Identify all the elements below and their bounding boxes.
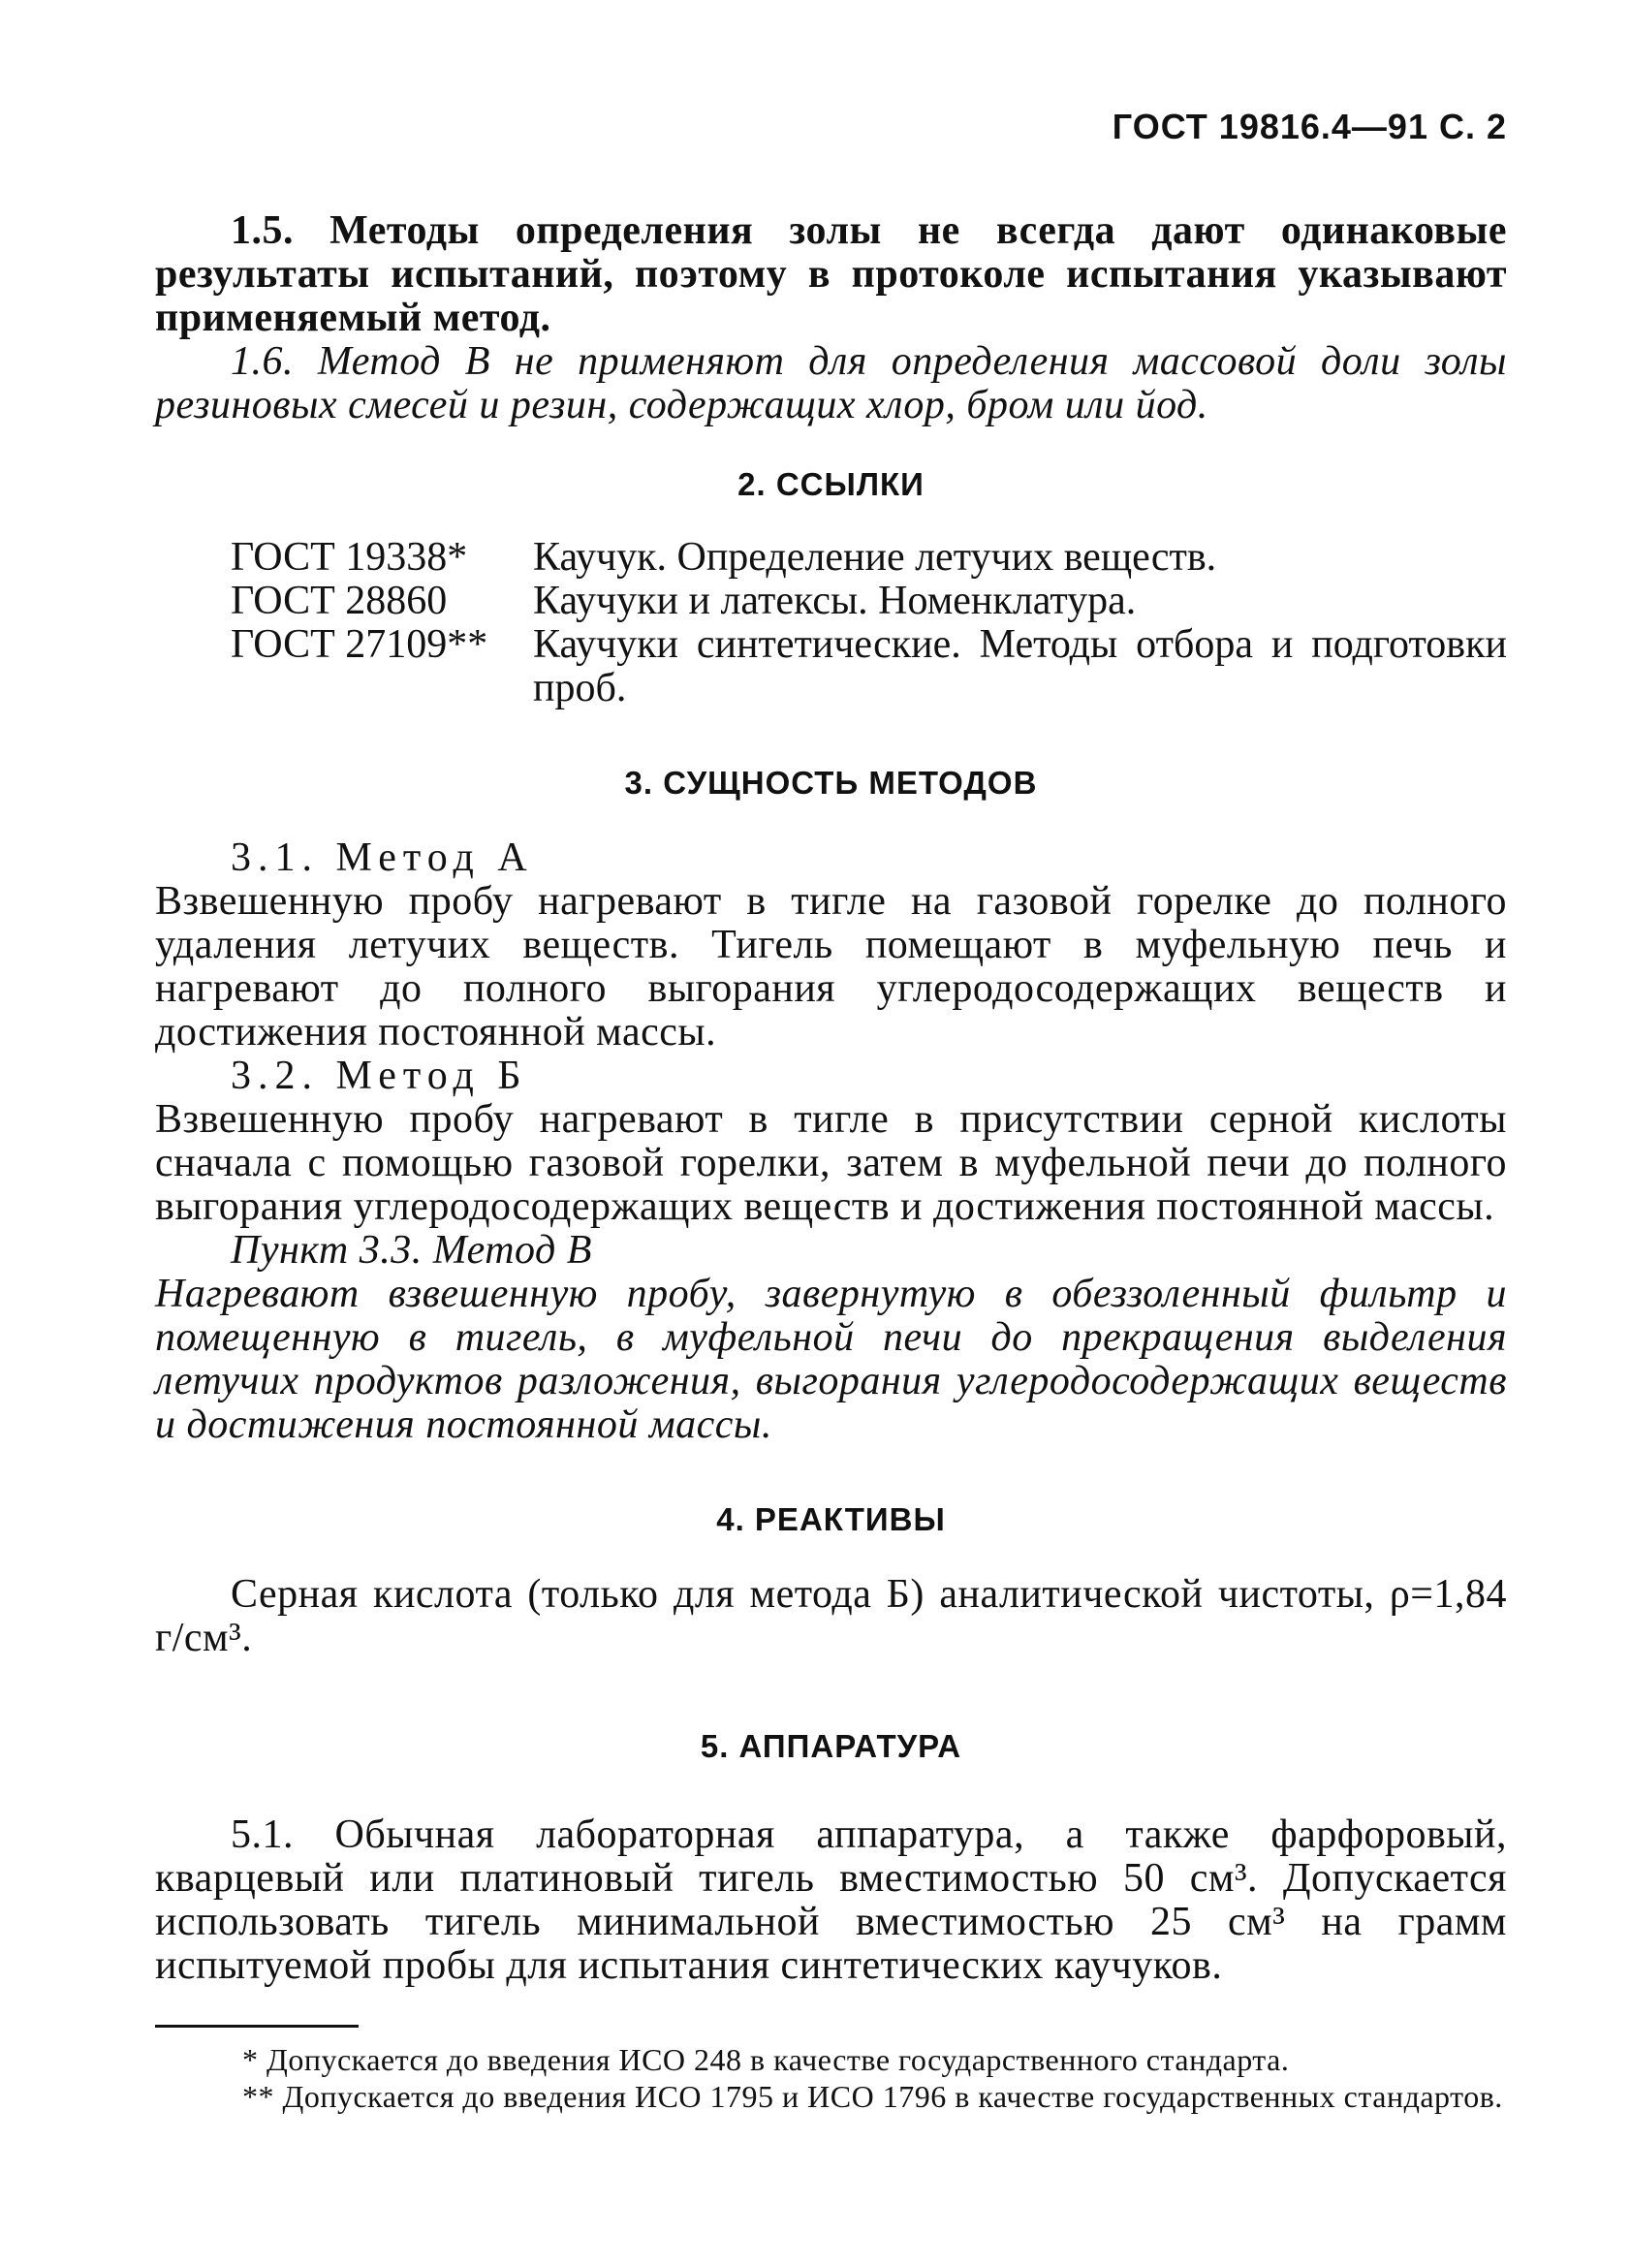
method-b-text: Взвешенную пробу нагревают в тигле в присутствии серной кислоты сначала с помощью газовой горелки, затем в муфельной печи до полного выгорания углеродосодержащих веществ и достижения постоянной массы. — [155, 1097, 1507, 1229]
footnote-1: * Допускается до введения ИСО 248 в качестве государственного стандарта. — [242, 2042, 1290, 2077]
reference-item — [231, 580, 1507, 623]
document-page — [155, 107, 1507, 2115]
method-v-text: Нагревают взвешенную пробу, завернутую в обеззоленный фильтр и помещенную в тигель, в муфельной печи до прекращения выделения летучих продуктов разложения, выгорания углеродосодержащих веществ и достижения постоянной массы. — [155, 1272, 1507, 1447]
reference-item — [231, 536, 1507, 580]
method-b-heading: 3.2. Метод Б — [231, 1054, 528, 1098]
reference-code: ГОСТ 19338* — [231, 535, 468, 580]
reagents-text: Серная кислота (только для метода Б) аналитической чистоты, ρ=1,84 г/см³. — [155, 1572, 1507, 1660]
reference-code: ГОСТ 28860 — [231, 579, 448, 623]
paragraph-1-6: 1.6. Метод В не применяют для определения массовой доли золы резиновых смесей и резин, содержащих хлор, бром или йод. — [155, 339, 1507, 427]
section-heading-essence: 3. СУЩНОСТЬ МЕТОДОВ — [624, 765, 1038, 801]
paragraph-5-1: 5.1. Обычная лабораторная аппаратура, а также фарфоровый, кварцевый или платиновый тигель вместимостью 50 см³. Допускается использовать тигель минимальной вместимостью 25 см³ на грамм испытуемой пробы для испытания синтетических каучуков. — [155, 1812, 1507, 1988]
reference-code: ГОСТ 27109** — [231, 622, 488, 667]
reference-item — [231, 623, 1507, 710]
reference-title: Каучуки и латексы. Номенклатура. — [533, 579, 1137, 623]
paragraph-1-5: 1.5. Методы определения золы не всегда дают одинаковые результаты испытаний, поэтому в протоколе испытания указывают применяемый метод. — [155, 208, 1507, 340]
references-list — [231, 536, 1507, 710]
section-heading-references: 2. ССЫЛКИ — [737, 466, 925, 502]
footnote-divider — [155, 2025, 359, 2028]
section-heading-apparatus: 5. АППАРАТУРА — [700, 1728, 962, 1764]
reference-title: Каучуки синтетические. Методы отбора и подготовки проб. — [533, 622, 1507, 710]
method-a-text: Взвешенную пробу нагревают в тигле на газовой горелке до полного удаления летучих веществ. Тигель помещают в муфельную печь и нагревают до полного выгорания углеродосодержащих веществ и достижения постоянной массы. — [155, 879, 1507, 1055]
reference-title: Каучук. Определение летучих веществ. — [533, 535, 1217, 580]
method-v-heading: Пункт 3.3. Метод В — [231, 1228, 592, 1273]
method-a-heading: 3.1. Метод А — [231, 835, 534, 880]
footnote-2: ** Допускается до введения ИСО 1795 и ИСО 1796 в качестве государственных стандартов. — [242, 2079, 1503, 2114]
section-heading-reagents: 4. РЕАКТИВЫ — [716, 1501, 946, 1537]
running-header: ГОСТ 19816.4—91 С. 2 — [1112, 107, 1507, 146]
